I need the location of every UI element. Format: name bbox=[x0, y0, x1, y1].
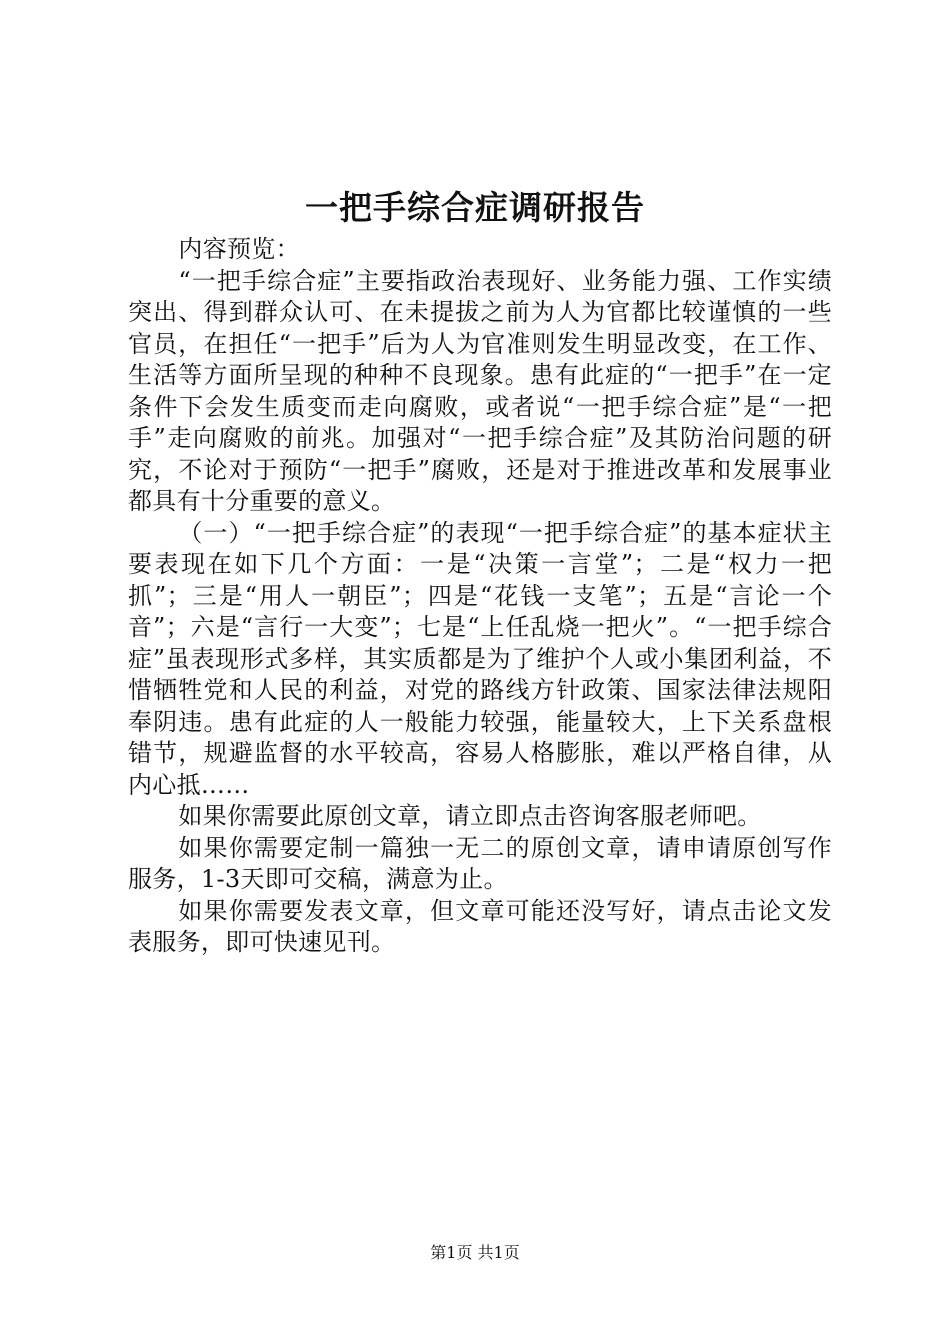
paragraph-intro: “一把手综合症”主要指政治表现好、业务能力强、工作实绩突出、得到群众认可、在未提拔之前为人为官都比较谨慎的一些官员，在担任“一把手”后为人为官准则发生明显改变，在工作、生活等方面所呈现的种种不良现象。患有此症的“一把手”在一定条件下会发生质变而走向腐败，或者说“一把手综合症”是“一把手”走向腐败的前兆。加强对“一把手综合症”及其防治问题的研究，不论对于预防“一把手”腐败，还是对于推进改革和发展事业都具有十分重要的意义。 bbox=[128, 266, 832, 515]
document-body bbox=[128, 234, 832, 959]
paragraph-custom-writing[interactable]: 如果你需要定制一篇独一无二的原创文章，请申请原创写作服务，1-3天即可交稿，满意为止。 bbox=[128, 833, 832, 893]
document-title: 一把手综合症调研报告 bbox=[305, 188, 645, 227]
paragraph-symptoms: （一）“一把手综合症”的表现“一把手综合症”的基本症状主要表现在如下几个方面：一是“决策一言堂”；二是“权力一把抓”；三是“用人一朝臣”；四是“花钱一支笔”；五是“言论一个音”；六是“言行一大变”；七是“上任乱烧一把火”。“一把手综合症”虽表现形式多样，其实质都是为了维护个人或小集团利益，不惜牺牲党和人民的利益，对党的路线方针政策、国家法律法规阳奉阴违。患有此症的人一般能力较强，能量较大，上下关系盘根错节，规避监督的水平较高，容易人格膨胀，难以严格自律，从内心抵…… bbox=[128, 518, 832, 799]
page-footer: 第1页 共1页 bbox=[430, 1243, 520, 1262]
paragraph-publishing-service[interactable]: 如果你需要发表文章，但文章可能还没写好，请点击论文发表服务，即可快速见刊。 bbox=[128, 896, 832, 956]
preview-label: 内容预览： bbox=[178, 235, 300, 263]
paragraph-contact-service[interactable]: 如果你需要此原创文章，请立即点击咨询客服老师吧。 bbox=[178, 802, 762, 830]
